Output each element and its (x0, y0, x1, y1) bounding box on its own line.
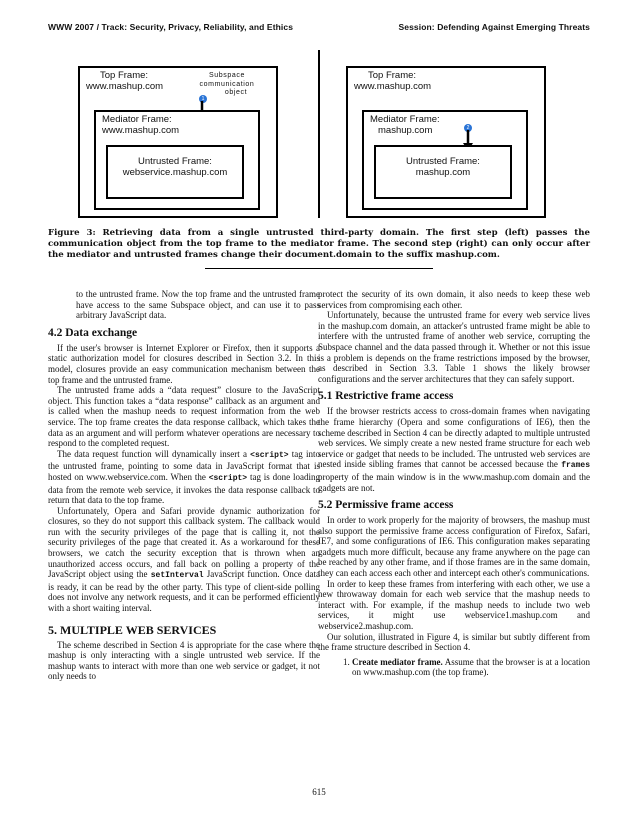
text-run: tag is done loading data from the remote web service, it invokes the data response callback to return that data to the top frame. (48, 471, 320, 506)
untrusted-frame (106, 145, 244, 199)
right-diagram-top-frame (346, 66, 546, 218)
text-run: Unfortunately, Opera and Safari provide dynamic authorization for closures, so they do not support this callback system. The callback would run with the security privileges of the page that is calling it, not the security privileges of the page that created it. As a workaround for these browsers, we catch the security exception that is thrown when an unauthorized access occurs, and fall back on polling a property of the JavaScript object using the (48, 505, 320, 580)
code-tag: <script> (208, 473, 248, 483)
paragraph: If the user's browser is Internet Explorer or Firefox, then it supports a static authorization model for closures described in Section 3.2. In this model, closures provide an easy communication mechanism between the top frame and the untrusted frame. (48, 342, 320, 385)
untrusted-title: Untrusted Frame: (138, 156, 212, 167)
code-tag: <script> (250, 450, 289, 460)
untrusted-frame (374, 145, 512, 199)
top-frame-host: www.mashup.com (86, 81, 164, 92)
running-header-left: WWW 2007 / Track: Security, Privacy, Reliability, and Ethics (48, 22, 294, 32)
section-heading-4-2: 4.2 Data exchange (48, 326, 138, 339)
figure-3 (78, 50, 560, 218)
paragraph: protect the security of its own domain, it also needs to keep these web services from compromising each other. (318, 289, 590, 310)
paragraph: Our solution, illustrated in Figure 4, is similar but subtly different from the frame structure described in Section 4. (318, 631, 590, 653)
paragraph: Unfortunately, because the untrusted frame for every web service lives in the mashup.com domain, an attacker's untrusted frame might be able to interfere with the untrusted frame of another web service, corrupting the Subspace channel and the data passed through it. Whether or not this issue is a problem is depends on the frame restrictions imposed by the browser, as described in Section 3.3. Table 1 shows the likely browser configurations and the server architectures that they can safely support. (318, 310, 590, 384)
untrusted-host: webservice.mashup.com (122, 167, 228, 178)
text-run: JavaScript function. Once data is ready, it can be read by the other party. This type of client-side polling does not involve any network requests, and it can be performed efficiently with a short waiting interval. (48, 569, 320, 614)
step-list (318, 657, 590, 678)
paragraph: The untrusted frame adds a “data request” closure to the JavaScript object. This function takes a “data response” callback as an argument and is called when the mashup needs to request information from the web service. The top frame creates the data response callback, which takes the data as an argument and will perform whatever operations are necessary to respond to the completed request. (48, 385, 320, 449)
section-heading-5: 5. MULTIPLE WEB SERVICES (48, 622, 217, 637)
subspace-line-2: communication (199, 80, 255, 88)
text-run: property of the main window is in the www.mashup.com domain and the gadgets are not. (318, 471, 590, 493)
running-header-right: Session: Defending Against Emerging Threats (398, 22, 590, 32)
text-run: If the browser restricts access to cross-domain frames when navigating the frame hierarchy (Opera and some configurations of IE6), then the scheme described in Section 4 can be directly adapted to multiple untrusted web services. We simply create a new nested frame structure for each web service or gadget that needs to be included. The untrusted web services are nested inside sibling frames that cannot be accessed because the (318, 406, 590, 470)
subspace-line-3: object (224, 89, 248, 96)
caption-rule (205, 268, 433, 269)
section-heading-5-2: 5.2 Permissive frame access (318, 499, 454, 512)
left-column (48, 289, 320, 682)
paragraph (48, 506, 320, 614)
text-run: The data request function will dynamically insert a (57, 448, 251, 459)
untrusted-host: mashup.com (415, 167, 471, 178)
list-item (352, 657, 590, 678)
paragraph (48, 449, 320, 506)
code-identifier: frames (561, 461, 590, 471)
text-run: Assume that the browser is at a location on www.mashup.com (the top frame). (352, 656, 590, 678)
step-title: Create mediator frame. (352, 656, 443, 667)
top-frame-title: Top Frame: (100, 70, 149, 81)
figure-divider (318, 50, 320, 218)
paragraph: The scheme described in Section 4 is appropriate for the case where the mashup is only interacting with a single untrusted web service. If the mashup wants to interact with more than one web service or gadget, it not only needs to (48, 639, 320, 682)
top-frame-host: www.mashup.com (354, 81, 432, 92)
section-heading-5-1: 5.1 Restrictive frame access (318, 390, 454, 403)
figure-caption: Figure 3: Retrieving data from a single untrusted third-party domain. The first step (left) passes the communication object from the top frame to the mediator frame. The second step (right) can only occur after the mediator and untrusted frames change their document.domain to the suffix mashup.com. (48, 228, 590, 261)
subspace-line-1: Subspace (209, 72, 245, 79)
mediator-title: Mediator Frame: (370, 114, 440, 125)
paragraph: to the untrusted frame. Now the top frame and the untrusted frame have access to the same Subspace object, and can use it to pass arbitrary JavaScript data. (76, 289, 320, 321)
code-identifier: setInterval (150, 571, 204, 581)
mediator-host: www.mashup.com (102, 125, 180, 136)
paragraph: In order to keep these frames from interfering with each other, we use a new throwaway domain for each web service that the mashup needs to interact with. For example, if the mashup needs to include two web services, it might use webservice1.mashup.com and webservice2.mashup.com. (318, 578, 590, 632)
mediator-frame (362, 110, 528, 210)
right-column (318, 289, 590, 678)
left-diagram-top-frame (78, 66, 278, 218)
step-1-badge: 1 (199, 95, 207, 103)
mediator-title: Mediator Frame: (102, 114, 172, 125)
subspace-object-label (192, 72, 262, 98)
step-2-badge: 2 (464, 124, 472, 132)
untrusted-title: Untrusted Frame: (406, 156, 480, 167)
text-run: tag into the untrusted frame, pointing to some data in JavaScript format that is hosted on www.webservice.com. When the (48, 448, 320, 482)
mediator-frame (94, 110, 260, 210)
mediator-host: mashup.com (378, 125, 433, 136)
paragraph: In order to work properly for the majority of browsers, the mashup must also support the permissive frame access configuration of Firefox, Safari, IE7, and some configurations of IE6. This configuration makes separating gadgets much more difficult, because any frame anywhere on the page can be reached by any other frame, and if those frames are in the same domain, they can each access each other and intercept each other's communications. (318, 515, 590, 579)
paragraph (318, 406, 590, 493)
top-frame-title: Top Frame: (368, 70, 417, 81)
page-number: 615 (312, 787, 326, 797)
